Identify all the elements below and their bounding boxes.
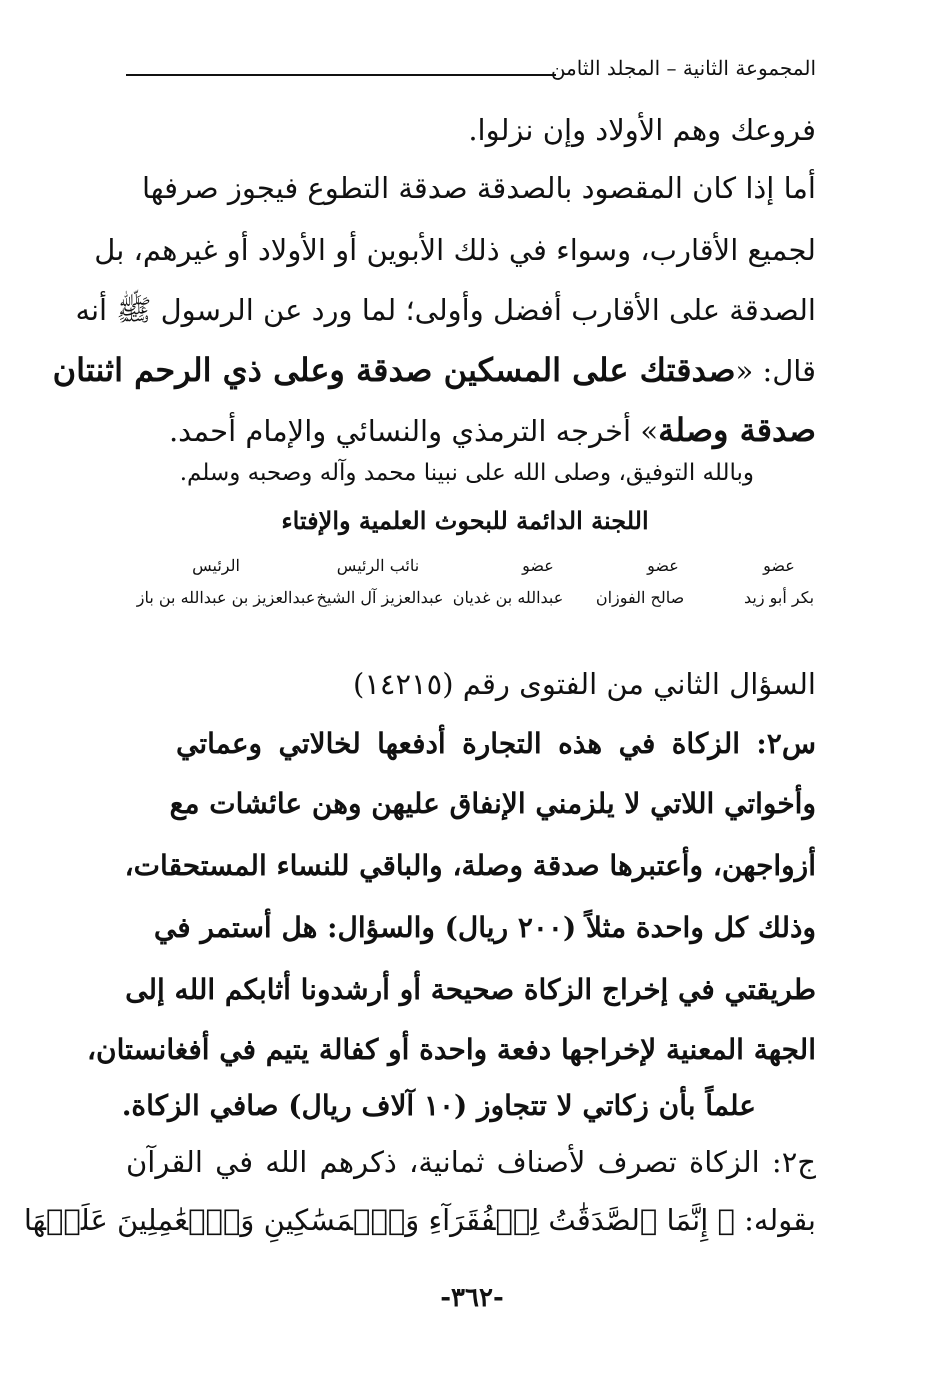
signatory-name: عبدالعزيز آل الشيخ: [316, 588, 444, 607]
header-rule: [126, 74, 556, 76]
question-line: أزواجهن، وأعتبرها صدقة وصلة، والباقي للنساء المستحقات،: [124, 849, 816, 882]
signature-role: عضو: [647, 556, 679, 575]
hadith-quote-part-1: صدقتك على المسكين صدقة وعلى ذي الرحم اثنتان: [52, 351, 736, 389]
question-line: وذلك كل واحدة مثلاً (٢٠٠ ريال) والسؤال: هل أستمر في: [153, 911, 816, 944]
committee-name: اللجنة الدائمة للبحوث العلمية والإفتاء: [281, 506, 649, 535]
closing-prayer: وبالله التوفيق، وصلى الله على نبينا محمد وآله وصحبه وسلم.: [179, 460, 754, 486]
paragraph-line: أما إذا كان المقصود بالصدقة صدقة التطوع فيجوز صرفها: [141, 171, 816, 205]
signature-role: عضو: [763, 556, 795, 575]
signature-roles: [126, 556, 816, 580]
running-header: [126, 52, 816, 92]
answer-line: بقوله: ﴿ إِنَّمَا ٱلصَّدَقَٰتُ لِلۡفُقَرَآءِ وَٱلۡمَسَٰكِينِ وَٱلۡعَٰمِلِينَ عَلَيۡهَا: [23, 1203, 816, 1237]
question-heading: السؤال الثاني من الفتوى رقم (١٤٢١٥): [353, 667, 816, 701]
paragraph-line: الصدقة على الأقارب أفضل وأولى؛ لما ورد عن الرسول ﷺ أنه: [75, 293, 816, 327]
question-line: س٢: الزكاة في هذه التجارة أدفعها لخالاتي وعماتي: [176, 727, 816, 760]
header-title: المجموعة الثانية – المجلد الثامن: [550, 56, 816, 80]
signature-role: نائب الرئيس: [336, 556, 420, 575]
signatory-name: صالح الفوزان: [595, 588, 685, 607]
paragraph-line: لجميع الأقارب، وسواء في ذلك الأبوين أو الأولاد أو غيرهم، بل: [94, 233, 816, 267]
paragraph-line: فروعك وهم الأولاد وإن نزلوا.: [468, 113, 816, 147]
hadith-quote-part-2: صدقة وصلة: [658, 411, 816, 449]
signatory-name: بكر أبو زيد: [743, 588, 815, 607]
signatory-name: عبدالعزيز بن عبدالله بن باز: [136, 588, 316, 607]
question-line: الجهة المعنية لإخراجها دفعة واحدة أو كفالة يتيم في أفغانستان،: [86, 1033, 816, 1066]
hadith-line-2: [126, 410, 816, 451]
question-line: وأخواتي اللاتي لا يلزمني الإنفاق عليهن وهن عائشات مع: [169, 787, 816, 820]
page-number: -٣٦٢-: [440, 1283, 504, 1313]
signature-role: الرئيس: [192, 556, 240, 575]
quote-intro: قال: «: [735, 354, 816, 388]
question-line: طريقتي في إخراج الزكاة صحيحة أو أرشدونا أثابكم الله إلى: [125, 973, 816, 1006]
answer-line: ج٢: الزكاة تصرف لأصناف ثمانية، ذكرهم الله في القرآن: [126, 1145, 816, 1179]
signatory-name: عبدالله بن غديان: [452, 588, 564, 607]
hadith-source: » أخرجه الترمذي والنسائي والإمام أحمد.: [168, 414, 659, 448]
question-line: علماً بأن زكاتي لا تتجاوز (١٠ آلاف ريال) صافي الزكاة.: [121, 1089, 756, 1122]
hadith-line-1: [52, 350, 816, 391]
signature-names: [126, 588, 816, 612]
signature-role: عضو: [522, 556, 554, 575]
